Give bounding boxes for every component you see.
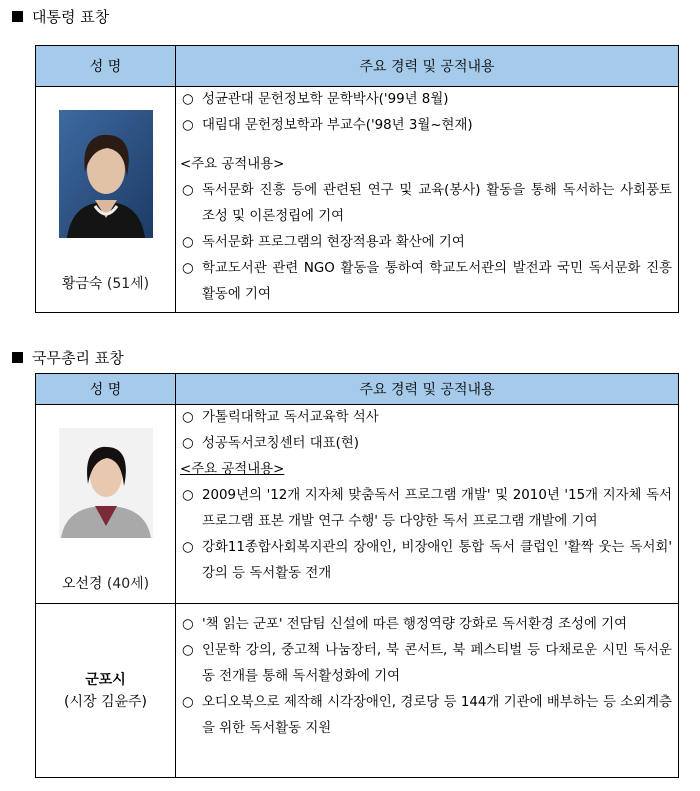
section-title-prime-minister [12, 347, 124, 368]
org-name: 군포시 [85, 671, 126, 688]
square-bullet-icon [12, 11, 23, 22]
merit-text: 2009년의 '12개 지자체 맞춤독서 프로그램 개발' 및 2010년 '15개 지자체 독서프로그램 표본 개발 연구 수행' 등 다양한 독서 프로그램 개발에 기여 [202, 488, 672, 529]
portrait-photo [59, 428, 153, 538]
content-cell [176, 604, 679, 778]
merit-heading: <주요 공적내용> [180, 157, 285, 172]
circle-bullet-icon: ○ [182, 118, 194, 133]
square-bullet-icon [12, 352, 23, 363]
person-cell [36, 405, 176, 604]
person-age: (51세) [106, 276, 150, 292]
circle-bullet-icon: ○ [182, 540, 194, 555]
person-name-text: 황금숙 [61, 276, 103, 292]
org-cell [36, 604, 176, 778]
merit-text: 독서문화 프로그램의 현장적용과 확산에 기여 [202, 235, 465, 250]
circle-bullet-icon: ○ [182, 617, 194, 632]
section-title-text: 국무총리 표창 [32, 349, 124, 367]
person-cell [36, 87, 176, 313]
career-text: 가톨릭대학교 독서교육학 석사 [202, 410, 379, 425]
header-content: 주요 경력 및 공적내용 [176, 46, 679, 87]
merit-heading: <주요 공적내용> [180, 462, 285, 477]
person-name [36, 273, 175, 293]
content-cell [176, 87, 679, 313]
merit-text: '책 읽는 군포' 전담팀 신설에 따른 행정역량 강화로 독서환경 조성에 기여 [202, 617, 628, 632]
portrait-photo [59, 110, 153, 238]
career-item [180, 431, 672, 457]
header-name: 성 명 [36, 46, 176, 87]
circle-bullet-icon: ○ [182, 695, 194, 710]
career-item [180, 87, 672, 113]
circle-bullet-icon: ○ [182, 261, 194, 276]
circle-bullet-icon: ○ [182, 235, 194, 250]
merit-text: 독서문화 진흥 등에 관련된 연구 및 교육(봉사) 활동을 통해 독서하는 사회풍토 조성 및 이론정립에 기여 [202, 183, 672, 224]
person-name [36, 573, 175, 593]
section-title-text: 대통령 표창 [32, 8, 110, 26]
person-age: (40세) [106, 576, 150, 592]
circle-bullet-icon: ○ [182, 643, 194, 658]
career-text: 성균관대 문헌정보학 문학박사('99년 8월) [202, 92, 449, 107]
merit-item [180, 690, 672, 742]
header-name: 성 명 [36, 374, 176, 405]
career-item [180, 405, 672, 431]
circle-bullet-icon: ○ [182, 488, 194, 503]
career-text: 성공독서코칭센터 대표(현) [202, 436, 359, 451]
merit-text: 인문학 강의, 중고책 나눔장터, 북 콘서트, 북 페스티벌 등 다채로운 시민 독서운동 전개를 통해 독서활성화에 기여 [202, 643, 672, 684]
presidential-award-table [35, 45, 679, 313]
section-title-presidential [12, 6, 109, 27]
merit-item [180, 230, 672, 256]
prime-minister-award-table [35, 373, 679, 778]
circle-bullet-icon: ○ [182, 183, 194, 198]
merit-item [180, 612, 672, 638]
circle-bullet-icon: ○ [182, 410, 194, 425]
merit-item [180, 178, 672, 230]
career-text: 대림대 문헌정보학과 부교수('98년 3월~현재) [202, 118, 473, 133]
career-item [180, 113, 672, 139]
merit-text: 강화11종합사회복지관의 장애인, 비장애인 통합 독서 클럽인 '활짝 웃는 독서회' 강의 등 독서활동 전개 [202, 540, 672, 581]
merit-text: 오디오북으로 제작해 시각장애인, 경로당 등 144개 기관에 배부하는 등 소외계층을 위한 독서활동 지원 [202, 695, 672, 736]
circle-bullet-icon: ○ [182, 436, 194, 451]
circle-bullet-icon: ○ [182, 92, 194, 107]
merit-item [180, 256, 672, 308]
merit-item [180, 638, 672, 690]
person-name-text: 오선경 [61, 576, 103, 592]
header-content: 주요 경력 및 공적내용 [176, 374, 679, 405]
org-sub: (시장 김윤주) [64, 693, 147, 710]
merit-text: 학교도서관 관련 NGO 활동을 통하여 학교도서관의 발전과 국민 독서문화 진흥 활동에 기여 [202, 261, 672, 302]
merit-item [180, 535, 672, 587]
content-cell [176, 405, 679, 604]
merit-item [180, 483, 672, 535]
